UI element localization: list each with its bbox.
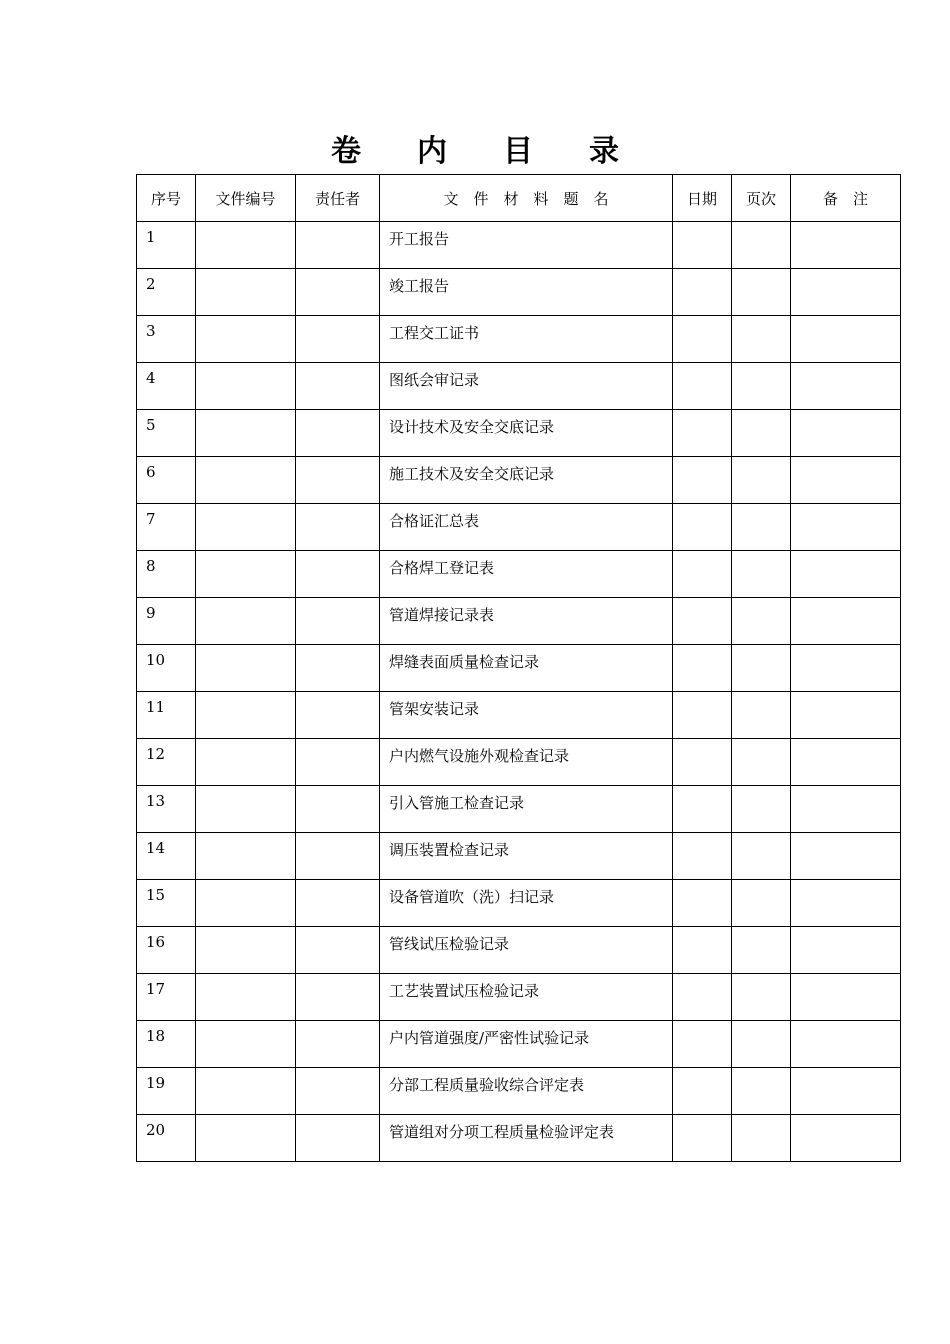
cell-doc-title: 管架安装记录 bbox=[380, 692, 673, 739]
cell-file-no bbox=[196, 880, 296, 927]
cell-doc-title: 工艺装置试压检验记录 bbox=[380, 974, 673, 1021]
cell-doc-title: 引入管施工检查记录 bbox=[380, 786, 673, 833]
cell-remarks bbox=[791, 692, 901, 739]
table-row bbox=[137, 1021, 901, 1068]
cell-seq: 20 bbox=[137, 1115, 196, 1162]
cell-seq: 8 bbox=[137, 551, 196, 598]
cell-file-no bbox=[196, 598, 296, 645]
cell-date bbox=[673, 269, 732, 316]
table-body bbox=[137, 222, 901, 1162]
cell-doc-title: 焊缝表面质量检查记录 bbox=[380, 645, 673, 692]
header-doc-title: 文 件 材 料 题 名 bbox=[380, 175, 673, 222]
cell-doc-title: 合格证汇总表 bbox=[380, 504, 673, 551]
cell-doc-title: 户内燃气设施外观检查记录 bbox=[380, 739, 673, 786]
cell-pages bbox=[732, 1115, 791, 1162]
cell-responsible bbox=[296, 222, 380, 269]
cell-responsible bbox=[296, 551, 380, 598]
cell-pages bbox=[732, 739, 791, 786]
cell-file-no bbox=[196, 645, 296, 692]
title-char: 内 bbox=[417, 134, 447, 169]
cell-date bbox=[673, 880, 732, 927]
cell-seq: 5 bbox=[137, 410, 196, 457]
cell-pages bbox=[732, 880, 791, 927]
cell-responsible bbox=[296, 786, 380, 833]
header-file-no: 文件编号 bbox=[196, 175, 296, 222]
table-row bbox=[137, 1068, 901, 1115]
cell-pages bbox=[732, 833, 791, 880]
cell-responsible bbox=[296, 833, 380, 880]
cell-seq: 10 bbox=[137, 645, 196, 692]
table-row bbox=[137, 880, 901, 927]
cell-file-no bbox=[196, 222, 296, 269]
cell-doc-title: 管道焊接记录表 bbox=[380, 598, 673, 645]
cell-pages bbox=[732, 222, 791, 269]
cell-pages bbox=[732, 786, 791, 833]
cell-date bbox=[673, 598, 732, 645]
cell-date bbox=[673, 504, 732, 551]
cell-date bbox=[673, 927, 732, 974]
cell-date bbox=[673, 833, 732, 880]
header-date: 日期 bbox=[673, 175, 732, 222]
cell-pages bbox=[732, 363, 791, 410]
cell-responsible bbox=[296, 363, 380, 410]
cell-remarks bbox=[791, 1115, 901, 1162]
cell-responsible bbox=[296, 692, 380, 739]
title-char: 录 bbox=[589, 134, 619, 169]
cell-file-no bbox=[196, 269, 296, 316]
cell-pages bbox=[732, 504, 791, 551]
cell-remarks bbox=[791, 410, 901, 457]
cell-doc-title: 户内管道强度/严密性试验记录 bbox=[380, 1021, 673, 1068]
cell-remarks bbox=[791, 222, 901, 269]
cell-seq: 18 bbox=[137, 1021, 196, 1068]
cell-doc-title: 开工报告 bbox=[380, 222, 673, 269]
table-row bbox=[137, 316, 901, 363]
cell-date bbox=[673, 739, 732, 786]
cell-file-no bbox=[196, 833, 296, 880]
table-row bbox=[137, 692, 901, 739]
cell-pages bbox=[732, 1068, 791, 1115]
cell-file-no bbox=[196, 692, 296, 739]
cell-date bbox=[673, 1021, 732, 1068]
table-row bbox=[137, 222, 901, 269]
table-row bbox=[137, 457, 901, 504]
cell-remarks bbox=[791, 833, 901, 880]
cell-responsible bbox=[296, 269, 380, 316]
cell-seq: 16 bbox=[137, 927, 196, 974]
cell-date bbox=[673, 457, 732, 504]
cell-responsible bbox=[296, 504, 380, 551]
table-row bbox=[137, 927, 901, 974]
cell-date bbox=[673, 316, 732, 363]
cell-remarks bbox=[791, 786, 901, 833]
cell-seq: 4 bbox=[137, 363, 196, 410]
cell-pages bbox=[732, 927, 791, 974]
cell-file-no bbox=[196, 974, 296, 1021]
cell-seq: 19 bbox=[137, 1068, 196, 1115]
cell-remarks bbox=[791, 457, 901, 504]
cell-doc-title: 管线试压检验记录 bbox=[380, 927, 673, 974]
cell-seq: 3 bbox=[137, 316, 196, 363]
cell-seq: 2 bbox=[137, 269, 196, 316]
cell-responsible bbox=[296, 1115, 380, 1162]
page-title bbox=[0, 130, 950, 174]
cell-file-no bbox=[196, 410, 296, 457]
cell-remarks bbox=[791, 880, 901, 927]
cell-seq: 17 bbox=[137, 974, 196, 1021]
cell-file-no bbox=[196, 927, 296, 974]
cell-doc-title: 设备管道吹（洗）扫记录 bbox=[380, 880, 673, 927]
cell-responsible bbox=[296, 880, 380, 927]
cell-pages bbox=[732, 316, 791, 363]
cell-remarks bbox=[791, 269, 901, 316]
table-row bbox=[137, 974, 901, 1021]
cell-file-no bbox=[196, 1068, 296, 1115]
table-row bbox=[137, 786, 901, 833]
cell-doc-title: 管道组对分项工程质量检验评定表 bbox=[380, 1115, 673, 1162]
cell-responsible bbox=[296, 974, 380, 1021]
cell-seq: 6 bbox=[137, 457, 196, 504]
header-remarks: 备 注 bbox=[791, 175, 901, 222]
table-row bbox=[137, 1115, 901, 1162]
header-responsible: 责任者 bbox=[296, 175, 380, 222]
cell-pages bbox=[732, 598, 791, 645]
cell-seq: 15 bbox=[137, 880, 196, 927]
cell-date bbox=[673, 410, 732, 457]
table-row bbox=[137, 504, 901, 551]
table-row bbox=[137, 269, 901, 316]
cell-date bbox=[673, 645, 732, 692]
cell-file-no bbox=[196, 551, 296, 598]
cell-responsible bbox=[296, 645, 380, 692]
cell-date bbox=[673, 1115, 732, 1162]
cell-date bbox=[673, 222, 732, 269]
cell-seq: 7 bbox=[137, 504, 196, 551]
cell-file-no bbox=[196, 739, 296, 786]
cell-pages bbox=[732, 645, 791, 692]
cell-pages bbox=[732, 269, 791, 316]
header-seq: 序号 bbox=[137, 175, 196, 222]
table-row bbox=[137, 410, 901, 457]
cell-remarks bbox=[791, 1068, 901, 1115]
cell-remarks bbox=[791, 645, 901, 692]
cell-responsible bbox=[296, 739, 380, 786]
cell-file-no bbox=[196, 1115, 296, 1162]
cell-responsible bbox=[296, 1068, 380, 1115]
cell-date bbox=[673, 692, 732, 739]
cell-seq: 14 bbox=[137, 833, 196, 880]
title-char: 目 bbox=[503, 134, 533, 169]
cell-pages bbox=[732, 457, 791, 504]
cell-seq: 13 bbox=[137, 786, 196, 833]
cell-doc-title: 设计技术及安全交底记录 bbox=[380, 410, 673, 457]
cell-file-no bbox=[196, 1021, 296, 1068]
cell-date bbox=[673, 363, 732, 410]
cell-remarks bbox=[791, 598, 901, 645]
cell-responsible bbox=[296, 457, 380, 504]
cell-pages bbox=[732, 1021, 791, 1068]
table-row bbox=[137, 598, 901, 645]
cell-seq: 9 bbox=[137, 598, 196, 645]
table-row bbox=[137, 363, 901, 410]
cell-doc-title: 合格焊工登记表 bbox=[380, 551, 673, 598]
cell-pages bbox=[732, 974, 791, 1021]
title-char: 卷 bbox=[331, 134, 361, 169]
header-row bbox=[137, 175, 901, 222]
cell-pages bbox=[732, 551, 791, 598]
header-pages: 页次 bbox=[732, 175, 791, 222]
cell-file-no bbox=[196, 316, 296, 363]
cell-doc-title: 调压装置检查记录 bbox=[380, 833, 673, 880]
cell-doc-title: 竣工报告 bbox=[380, 269, 673, 316]
cell-file-no bbox=[196, 363, 296, 410]
cell-seq: 12 bbox=[137, 739, 196, 786]
catalog-table bbox=[136, 174, 901, 1162]
cell-remarks bbox=[791, 739, 901, 786]
cell-pages bbox=[732, 410, 791, 457]
cell-responsible bbox=[296, 410, 380, 457]
cell-remarks bbox=[791, 551, 901, 598]
cell-responsible bbox=[296, 316, 380, 363]
cell-remarks bbox=[791, 927, 901, 974]
table-row bbox=[137, 739, 901, 786]
table-row bbox=[137, 645, 901, 692]
cell-file-no bbox=[196, 504, 296, 551]
cell-doc-title: 分部工程质量验收综合评定表 bbox=[380, 1068, 673, 1115]
cell-remarks bbox=[791, 316, 901, 363]
cell-doc-title: 工程交工证书 bbox=[380, 316, 673, 363]
cell-pages bbox=[732, 692, 791, 739]
cell-date bbox=[673, 974, 732, 1021]
table-row bbox=[137, 833, 901, 880]
cell-remarks bbox=[791, 1021, 901, 1068]
cell-date bbox=[673, 551, 732, 598]
cell-file-no bbox=[196, 786, 296, 833]
cell-responsible bbox=[296, 1021, 380, 1068]
cell-doc-title: 图纸会审记录 bbox=[380, 363, 673, 410]
cell-seq: 11 bbox=[137, 692, 196, 739]
cell-responsible bbox=[296, 598, 380, 645]
cell-date bbox=[673, 1068, 732, 1115]
cell-doc-title: 施工技术及安全交底记录 bbox=[380, 457, 673, 504]
cell-responsible bbox=[296, 927, 380, 974]
table-row bbox=[137, 551, 901, 598]
cell-remarks bbox=[791, 974, 901, 1021]
cell-date bbox=[673, 786, 732, 833]
cell-remarks bbox=[791, 363, 901, 410]
cell-file-no bbox=[196, 457, 296, 504]
cell-seq: 1 bbox=[137, 222, 196, 269]
cell-remarks bbox=[791, 504, 901, 551]
